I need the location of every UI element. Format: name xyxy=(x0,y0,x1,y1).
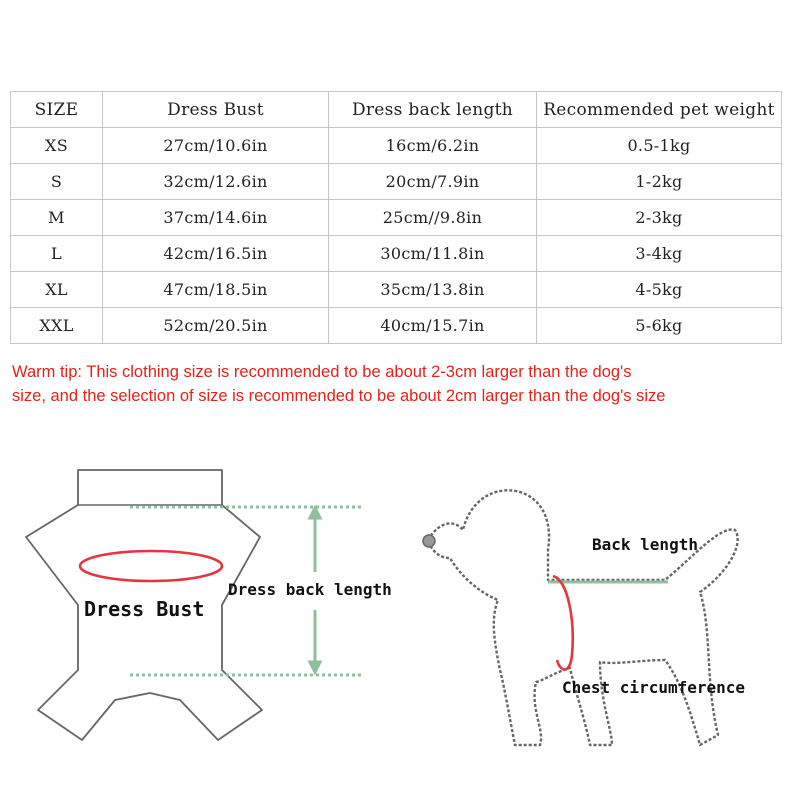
cell-size: XS xyxy=(11,128,103,164)
dog-nose-icon xyxy=(423,535,435,547)
cell-back-length: 16cm/6.2in xyxy=(329,128,537,164)
cell-back-length: 35cm/13.8in xyxy=(329,272,537,308)
dog-outline xyxy=(428,490,738,745)
chest-circumference-label: Chest circumference xyxy=(562,678,746,697)
cell-back-length: 25cm//9.8in xyxy=(329,200,537,236)
cell-weight: 5-6kg xyxy=(537,308,782,344)
dress-bust-line xyxy=(80,551,222,581)
back-length-label: Back length xyxy=(592,535,698,554)
cell-weight: 4-5kg xyxy=(537,272,782,308)
dress-back-length-label: Dress back length xyxy=(228,580,392,599)
cell-size: XXL xyxy=(11,308,103,344)
warm-tip-line-1: Warm tip: This clothing size is recommended to be about 2-3cm larger than the dog's xyxy=(12,363,632,381)
header-size: SIZE xyxy=(11,92,103,128)
chest-circumference-line xyxy=(553,576,573,670)
dress-bust-label: Dress Bust xyxy=(84,597,205,621)
cell-bust: 42cm/16.5in xyxy=(103,236,329,272)
warm-tip-line-2: size, and the selection of size is recommended to be about 2cm larger than the dog's size xyxy=(12,387,666,405)
cell-size: M xyxy=(11,200,103,236)
header-dress-back-length: Dress back length xyxy=(329,92,537,128)
cell-weight: 2-3kg xyxy=(537,200,782,236)
cell-back-length: 20cm/7.9in xyxy=(329,164,537,200)
cell-bust: 32cm/12.6in xyxy=(103,164,329,200)
cell-bust: 52cm/20.5in xyxy=(103,308,329,344)
cell-weight: 0.5-1kg xyxy=(537,128,782,164)
cell-back-length: 40cm/15.7in xyxy=(329,308,537,344)
cell-bust: 47cm/18.5in xyxy=(103,272,329,308)
header-recommended-weight: Recommended pet weight xyxy=(537,92,782,128)
cell-back-length: 30cm/11.8in xyxy=(329,236,537,272)
cell-weight: 1-2kg xyxy=(537,164,782,200)
cell-size: XL xyxy=(11,272,103,308)
cell-weight: 3-4kg xyxy=(537,236,782,272)
cell-size: S xyxy=(11,164,103,200)
header-dress-bust: Dress Bust xyxy=(103,92,329,128)
cell-bust: 27cm/10.6in xyxy=(103,128,329,164)
cell-size: L xyxy=(11,236,103,272)
cell-bust: 37cm/14.6in xyxy=(103,200,329,236)
